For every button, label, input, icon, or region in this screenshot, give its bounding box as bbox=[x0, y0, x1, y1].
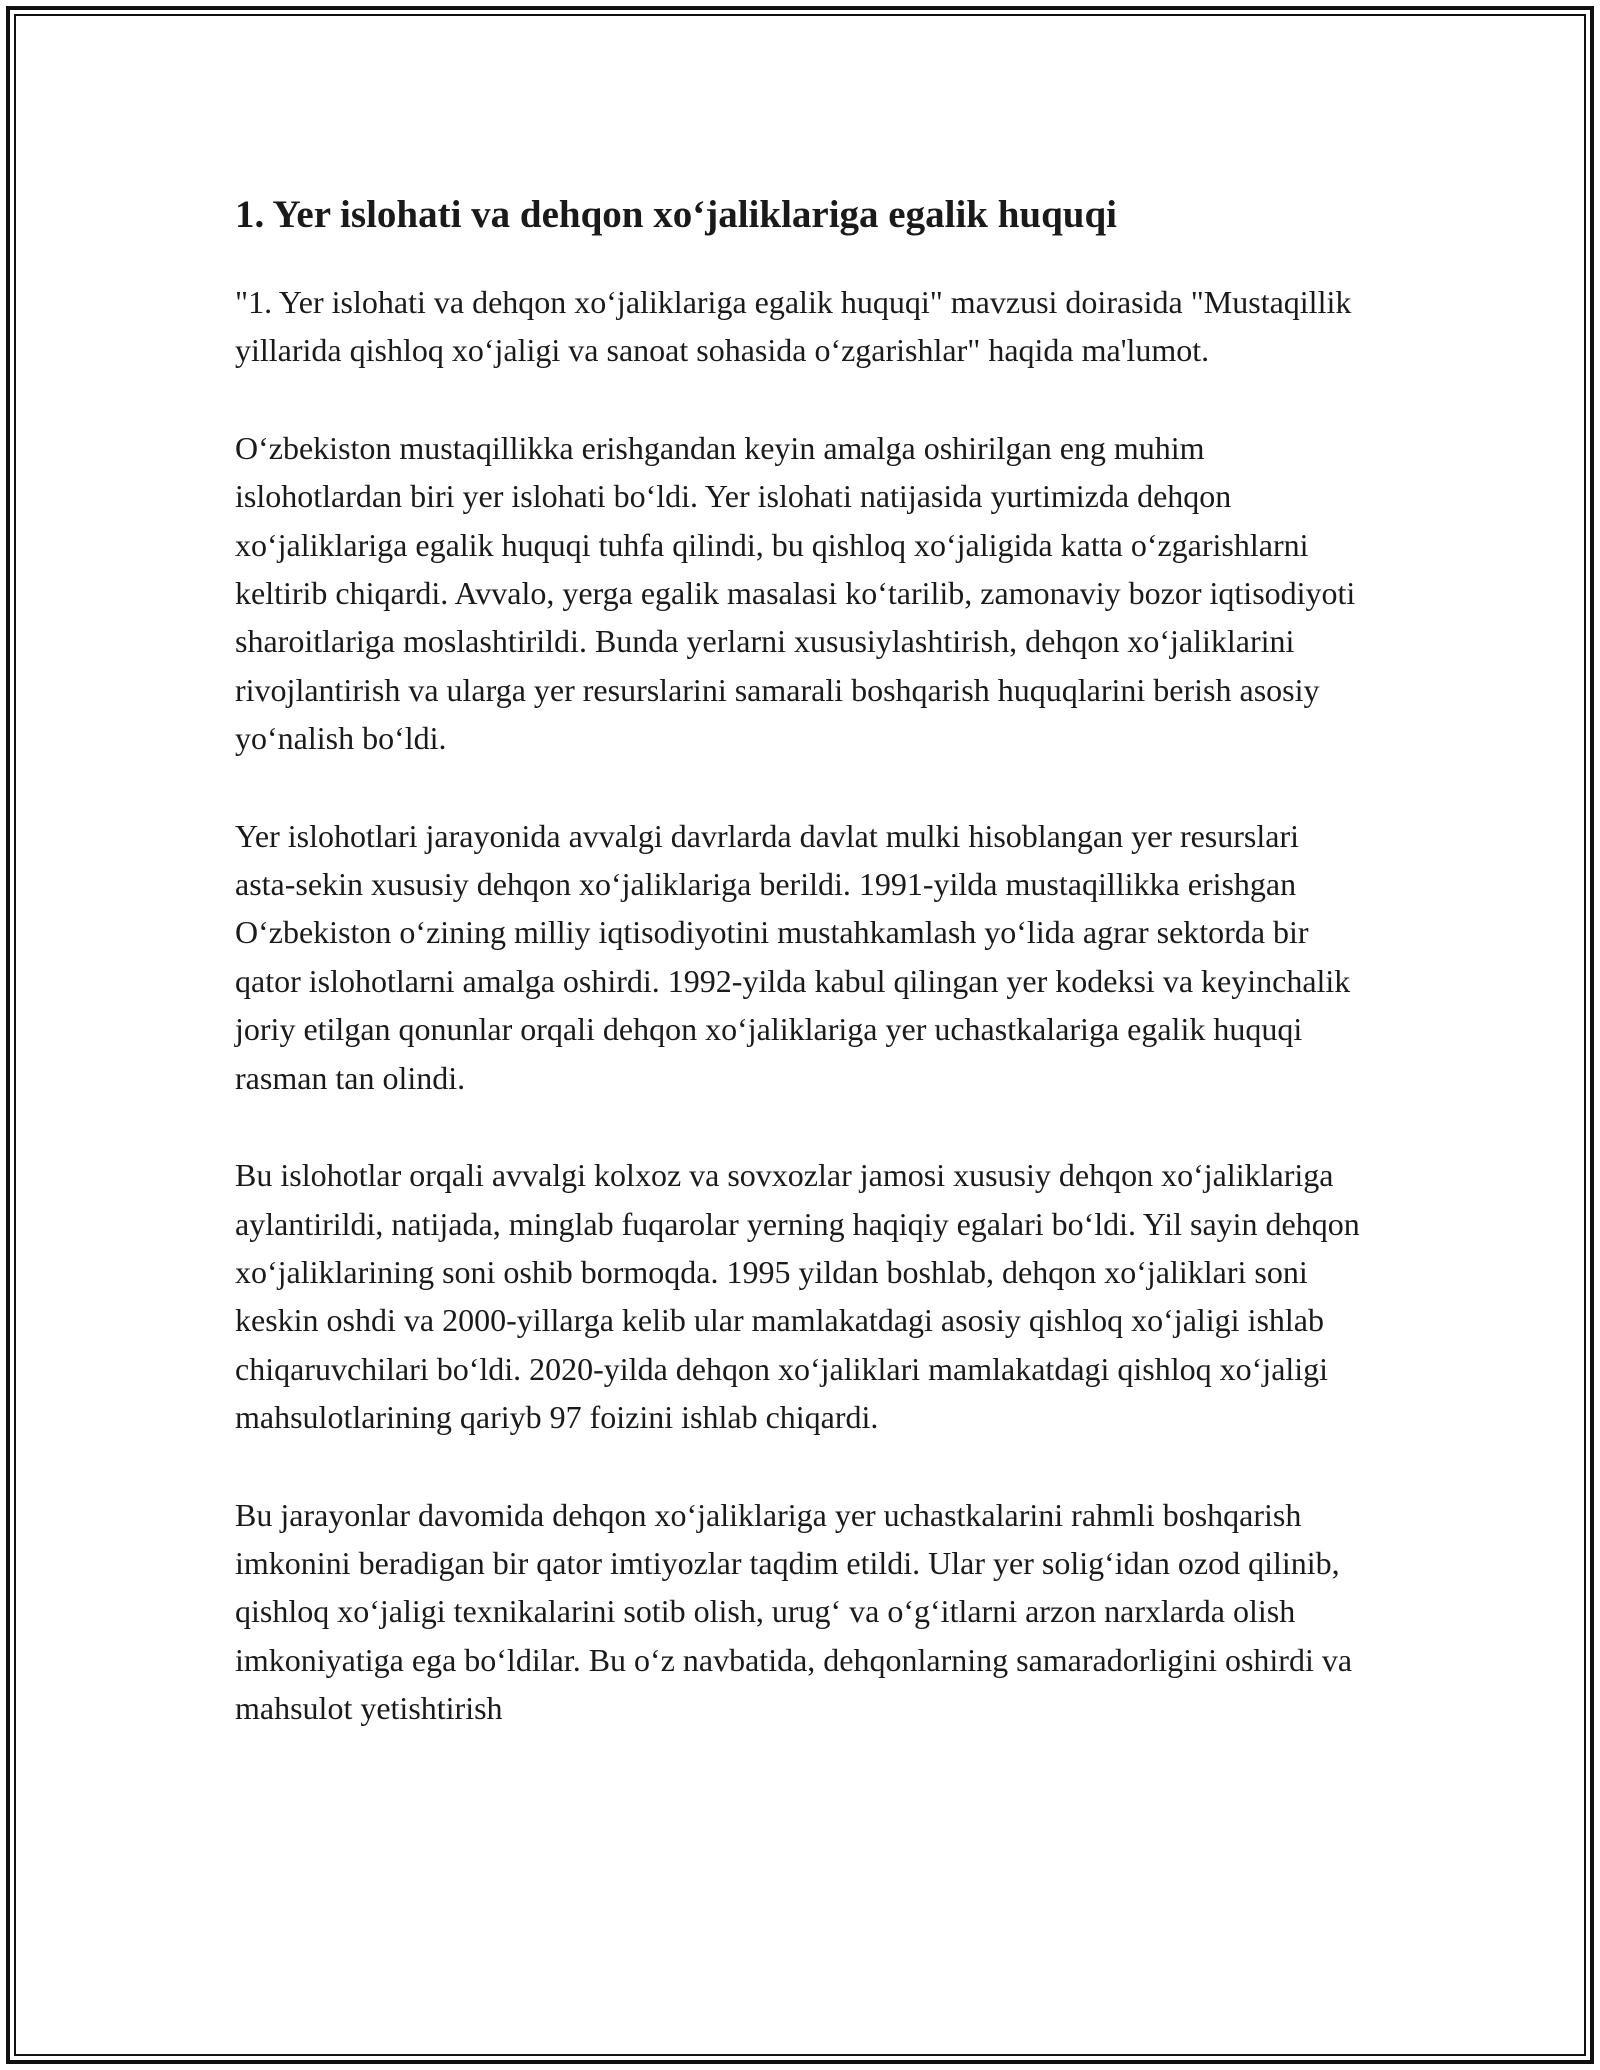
paragraph-intro: "1. Yer islohati va dehqon xo‘jaliklariga egalik huquqi" mavzusi doirasida "Mustaqillik yillarida qishloq xo‘jaligi va sanoat sohasida o‘zgarishlar" haqida ma'lumot. bbox=[235, 284, 1352, 369]
section-heading: 1. Yer islohati va dehqon xo‘jaliklariga egalik huquqi bbox=[235, 193, 1118, 236]
document-body bbox=[235, 186, 1365, 1782]
paragraph-reform-process: Yer islohotlari jarayonida avvalgi davrlarda davlat mulki hisoblangan yer resurslari asta-sekin xususiy dehqon xo‘jaliklariga berildi. 1991-yilda mustaqillikka erishgan O‘zbekiston o‘zining milliy iqtisodiyotini mustahkamlash yo‘lida agrar sektorda bir qator islohotlarni amalga oshirdi. 1992-yilda kabul qilingan yer kodeksi va keyinchalik joriy etilgan qonunlar orqali dehqon xo‘jaliklariga yer uchastkalariga egalik huquqi rasman tan olindi. bbox=[235, 817, 1351, 1096]
paragraph-farm-growth: Bu islohotlar orqali avvalgi kolxoz va sovxozlar jamosi xususiy dehqon xo‘jaliklariga aylantirildi, natijada, minglab fuqarolar yerning haqiqiy egalari bo‘ldi. Yil sayin dehqon xo‘jaliklarining soni oshib bormoqda. 1995 yildan boshlab, dehqon xo‘jaliklari soni keskin oshdi va 2000-yillarga kelib ular mamlakatdagi asosiy qishloq xo‘jaligi ishlab chiqaruvchilari bo‘ldi. 2020-yilda dehqon xo‘jaliklari mamlakatdagi qishloq xo‘jaligi mahsulotlarining qariyb 97 foizini ishlab chiqardi. bbox=[235, 1157, 1360, 1436]
paragraph-land-reform: O‘zbekiston mustaqillikka erishgandan keyin amalga oshirilgan eng muhim islohotlardan biri yer islohati bo‘ldi. Yer islohati natijasida yurtimizda dehqon xo‘jaliklariga egalik huquqi tuhfa qilindi, bu qishloq xo‘jaligida katta o‘zgarishlarni keltirib chiqardi. Avvalo, yerga egalik masalasi ko‘tarilib, zamonaviy bozor iqtisodiyoti sharoitlariga moslashtirildi. Bunda yerlarni xususiylashtirish, dehqon xo‘jaliklarini rivojlantirish va ularga yer resurslarini samarali boshqarish huquqlarini berish asosiy yo‘nalish bo‘ldi. bbox=[235, 429, 1356, 757]
paragraph-privileges: Bu jarayonlar davomida dehqon xo‘jaliklariga yer uchastkalarini rahmli boshqarish imkonini beradigan bir qator imtiyozlar taqdim etildi. Ular yer solig‘idan ozod qilinib, qishloq xo‘jaligi texnikalarini sotib olish, urug‘ va o‘g‘itlarni arzon narxlarda olish imkoniyatiga ega bo‘ldilar. Bu o‘z navbatida, dehqonlarning samaradorligini oshirdi va mahsulot yetishtirish bbox=[235, 1496, 1353, 1727]
